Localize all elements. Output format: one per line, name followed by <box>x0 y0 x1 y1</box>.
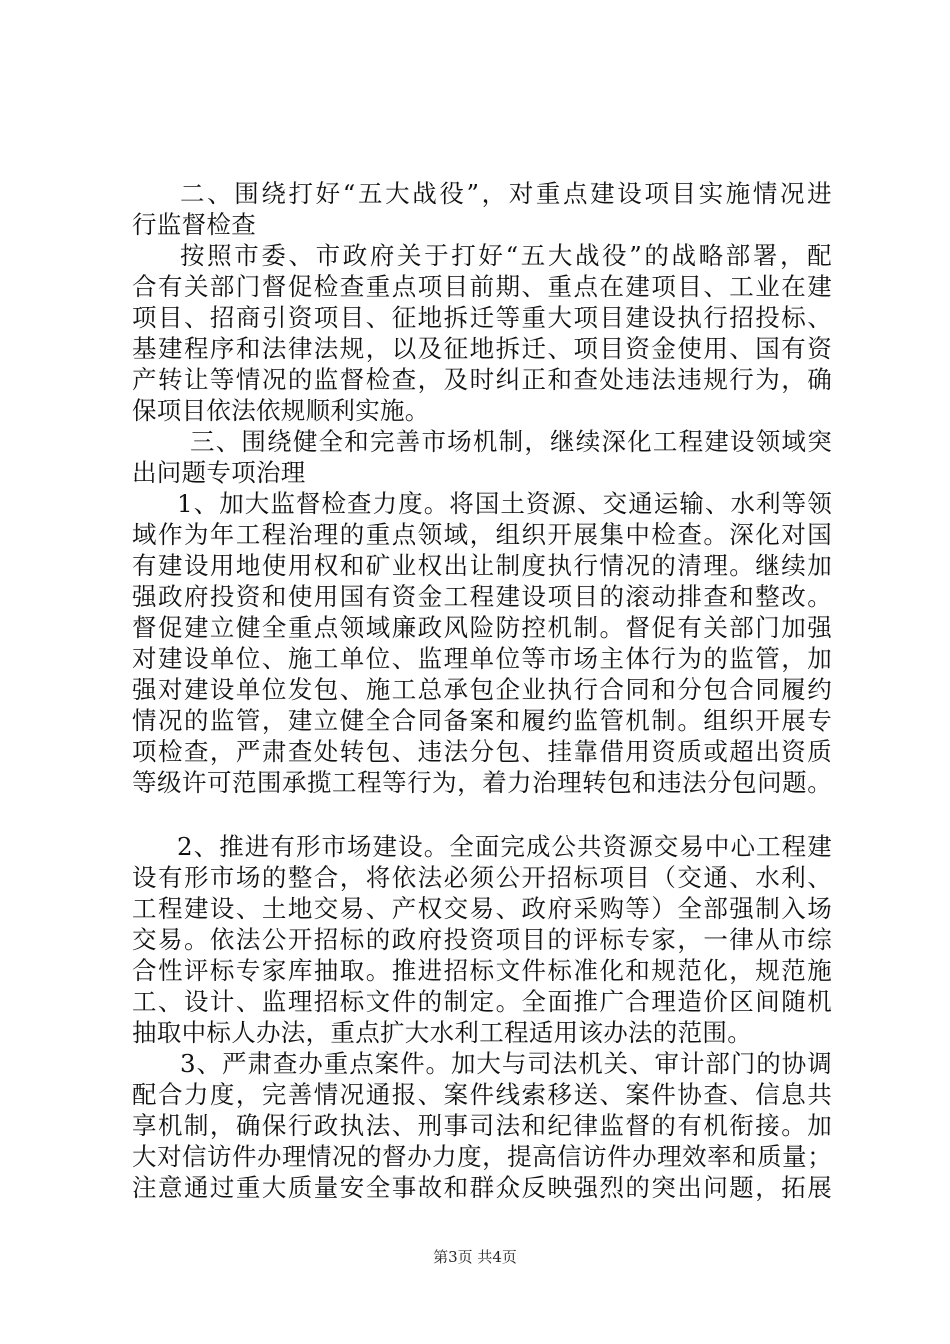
text-line: 强政府投资和使用国有资金工程建设项目的滚动排查和整改。 <box>132 582 832 611</box>
paragraph <box>132 1048 832 1203</box>
text-line: 项目、招商引资项目、征地拆迁等重大项目建设执行招投标、 <box>132 303 832 332</box>
text-line: 三、围绕健全和完善市场机制，继续深化工程建设领域突 <box>190 427 832 456</box>
text-line: 按照市委、市政府关于打好“五大战役”的战略部署，配 <box>180 241 832 270</box>
paragraph <box>132 178 832 240</box>
text-line: 强对建设单位发包、施工总承包企业执行合同和分包合同履约 <box>132 675 832 704</box>
text-line: 享机制，确保行政执法、刑事司法和纪律监督的有机衔接。加 <box>132 1111 832 1140</box>
text-line: 二、围绕打好“五大战役”，对重点建设项目实施情况进 <box>180 179 832 208</box>
text-line: 保项目依法依规顺利实施。 <box>132 396 430 425</box>
paragraph <box>132 240 832 426</box>
text-line: 抽取中标人办法，重点扩大水利工程适用该办法的范围。 <box>132 1018 752 1047</box>
text-line: 合性评标专家库抽取。推进招标文件标准化和规范化，规范施 <box>132 956 832 985</box>
paragraph <box>132 488 832 798</box>
text-line: 2、推进有形市场建设。全面完成公共资源交易中心工程建 <box>177 832 832 861</box>
text-line: 工程建设、土地交易、产权交易、政府采购等）全部强制入场 <box>132 894 832 923</box>
text-line: 项检查，严肃查处转包、违法分包、挂靠借用资质或超出资质 <box>132 737 832 766</box>
text-line: 3、严肃查办重点案件。加大与司法机关、审计部门的协调 <box>180 1049 832 1078</box>
text-line: 出问题专项治理 <box>132 458 306 487</box>
text-line: 注意通过重大质量安全事故和群众反映强烈的突出问题，拓展 <box>132 1173 832 1202</box>
text-line: 合有关部门督促检查重点项目前期、重点在建项目、工业在建 <box>132 272 832 301</box>
paragraph-gap <box>132 798 832 831</box>
text-line: 等级许可范围承揽工程等行为，着力治理转包和违法分包问题。 <box>132 768 832 797</box>
page-footer: 第3页 共4页 <box>433 1248 517 1266</box>
text-line: 情况的监管，建立健全合同备案和履约监管机制。组织开展专 <box>132 706 832 735</box>
text-line: 对建设单位、施工单位、监理单位等市场主体行为的监管，加 <box>132 644 832 673</box>
text-line: 1、加大监督检查力度。将国土资源、交通运输、水利等领 <box>177 489 832 518</box>
text-line: 产转让等情况的监督检查，及时纠正和查处违法违规行为，确 <box>132 365 832 394</box>
document-body <box>132 178 832 1203</box>
text-line: 行监督检查 <box>132 210 256 239</box>
text-line: 基建程序和法律法规，以及征地拆迁、项目资金使用、国有资 <box>132 334 832 363</box>
paragraph <box>132 831 832 1048</box>
text-line: 大对信访件办理情况的督办力度，提高信访件办理效率和质量； <box>132 1142 832 1171</box>
text-line: 域作为年工程治理的重点领域，组织开展集中检查。深化对国 <box>132 520 832 549</box>
text-line: 交易。依法公开招标的政府投资项目的评标专家，一律从市综 <box>132 925 832 954</box>
text-line: 督促建立健全重点领域廉政风险防控机制。督促有关部门加强 <box>132 613 832 642</box>
text-line: 有建设用地使用权和矿业权出让制度执行情况的清理。继续加 <box>132 551 832 580</box>
paragraph <box>132 426 832 488</box>
text-line: 设有形市场的整合，将依法必须公开招标项目（交通、水利、 <box>132 863 832 892</box>
text-line: 配合力度，完善情况通报、案件线索移送、案件协查、信息共 <box>132 1080 832 1109</box>
text-line: 工、设计、监理招标文件的制定。全面推广合理造价区间随机 <box>132 987 832 1016</box>
